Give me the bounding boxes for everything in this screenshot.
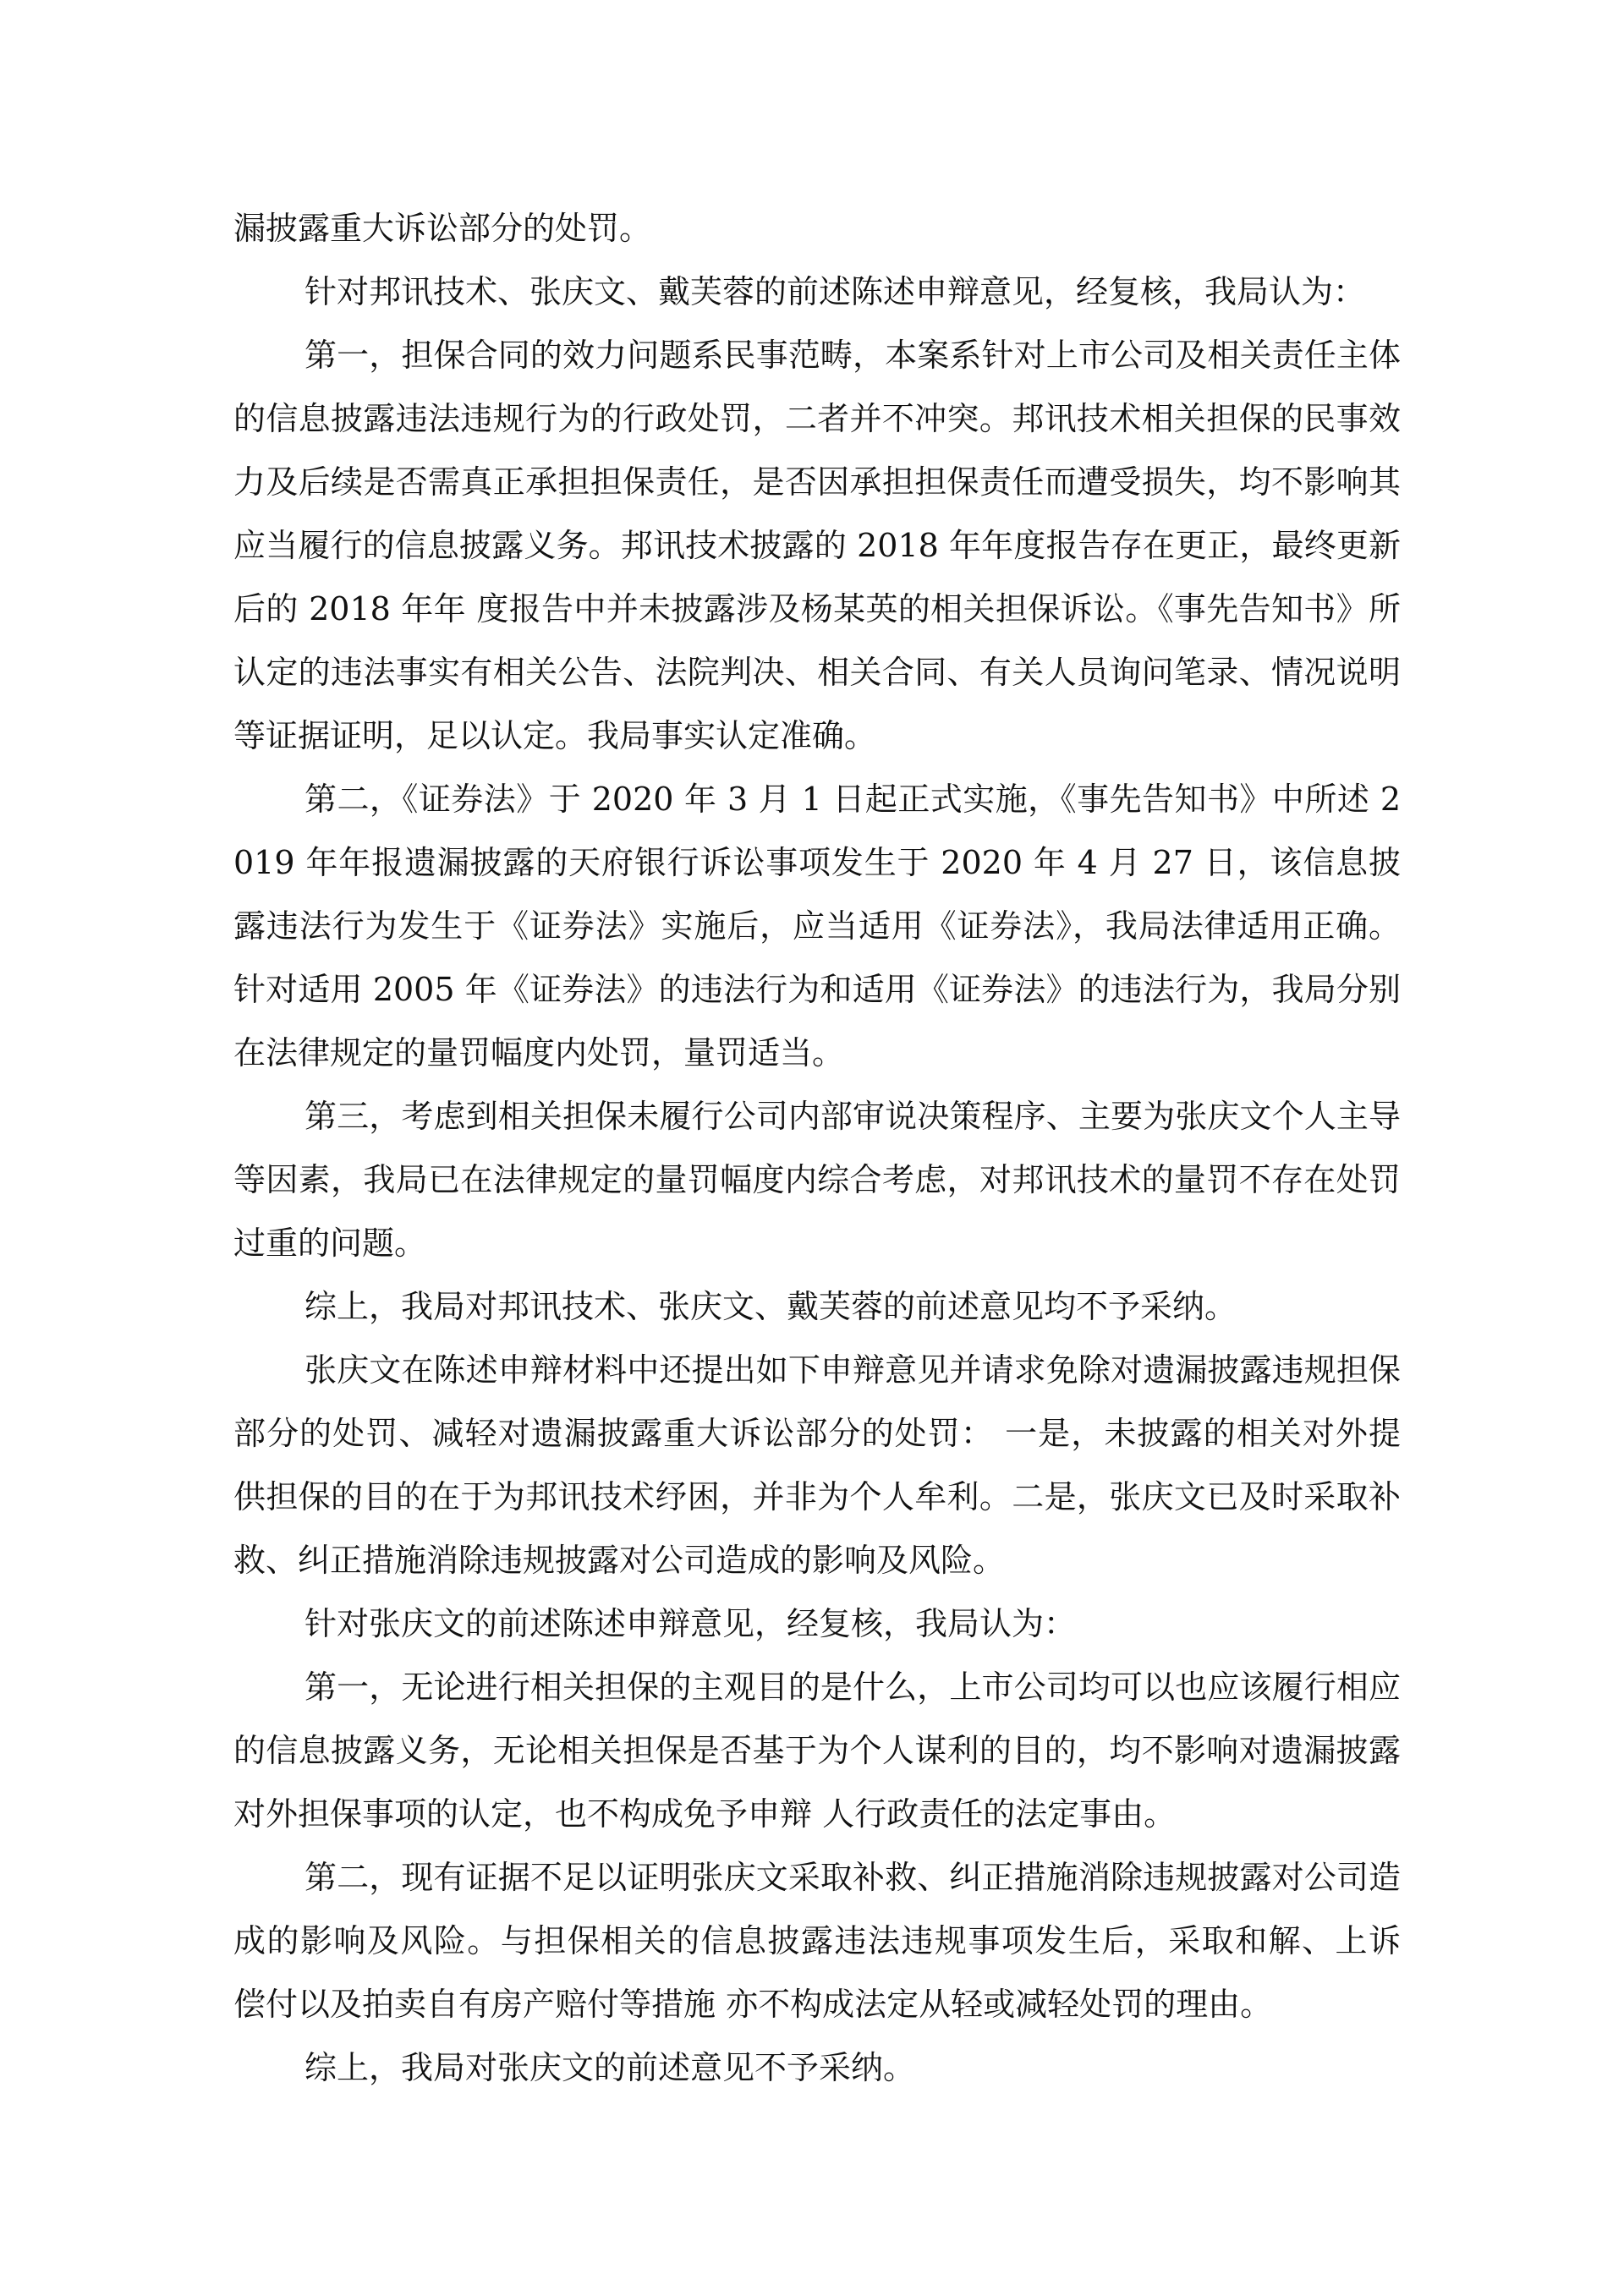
paragraph-point-three: 第三，考虑到相关担保未履行公司内部审说决策程序、主要为张庆文个人主导等因素，我局已在法律规定的量罚幅度内综合考虑，对邦讯技术的量罚不存在处罚过重的问题。	[233, 1098, 1401, 1262]
paragraph-zhang-point-two: 第二，现有证据不足以证明张庆文采取补救、纠正措施消除违规披露对公司造成的影响及风险。与担保相关的信息披露违法违规事项发生后，采取和解、上诉 偿付以及拍卖自有房产赔付等措施 亦不构成法定从轻或减轻处罚的理由。	[233, 1859, 1401, 2023]
paragraph-point-one: 第一，担保合同的效力问题系民事范畴，本案系针对上市公司及相关责任主体的信息披露违法违规行为的行政处罚，二者并不冲突。邦讯技术相关担保的民事效力及后续是否需真正承担担保责任，是否因承担担保责任而遭受损失，均不影响其应当履行的信息披露义务。邦讯技术披露的 2018 年年度报告存在更正，最终更新后的 2018 年年 度报告中并未披露涉及杨某英的相关担保诉讼。《事先告知书》所认定的违法事实有相关公告、法院判决、相关合同、有关人员询问笔录、情况说明等证据证明，足以认定。我局事实认定准确。	[233, 337, 1401, 754]
paragraph-zhang-plea: 张庆文在陈述申辩材料中还提出如下申辩意见并请求免除对遗漏披露违规担保部分的处罚、减轻对遗漏披露重大诉讼部分的处罚： 一是，未披露的相关对外提供担保的目的在于为邦讯技术纾困，并非为个人牟利。二是，张庆文已及时采取补救、纠正措施消除违规披露对公司造成的影响及风险。	[233, 1351, 1401, 1579]
paragraph-review-intro: 针对邦讯技术、张庆文、戴芙蓉的前述陈述申辩意见，经复核，我局认为：	[304, 273, 1366, 310]
paragraph-zhang-review-intro: 针对张庆文的前述陈述申辩意见，经复核，我局认为：	[304, 1605, 1077, 1642]
paragraph-point-two: 第二，《证券法》于 2020 年 3 月 1 日起正式实施，《事先告知书》中所述 2019 年年报遗漏披露的天府银行诉讼事项发生于 2020 年 4 月 27 日，该信息披露违法行为发生于《证券法》实施后，应当适用《证券法》，我局法律适用正确。针对适用 2005 年《证券法》的违法行为和适用《证券法》的违法行为，我局分别在法律规定的量罚幅度内处罚，量罚适当。	[233, 781, 1401, 1071]
paragraph-continuation: 漏披露重大诉讼部分的处罚。	[233, 210, 652, 247]
paragraph-summary-two: 综上，我局对张庆文的前述意见不予采纳。	[304, 2049, 916, 2086]
paragraph-summary-one: 综上，我局对邦讯技术、张庆文、戴芙蓉的前述意见均不予采纳。	[304, 1288, 1237, 1325]
document-page	[233, 197, 1401, 2100]
paragraph-zhang-point-one: 第一，无论进行相关担保的主观目的是什么，上市公司均可以也应该履行相应的信息披露义务，无论相关担保是否基于为个人谋利的目的，均不影响对遗漏披露对外担保事项的认定，也不构成免予申辩 人行政责任的法定事由。	[233, 1669, 1401, 1833]
